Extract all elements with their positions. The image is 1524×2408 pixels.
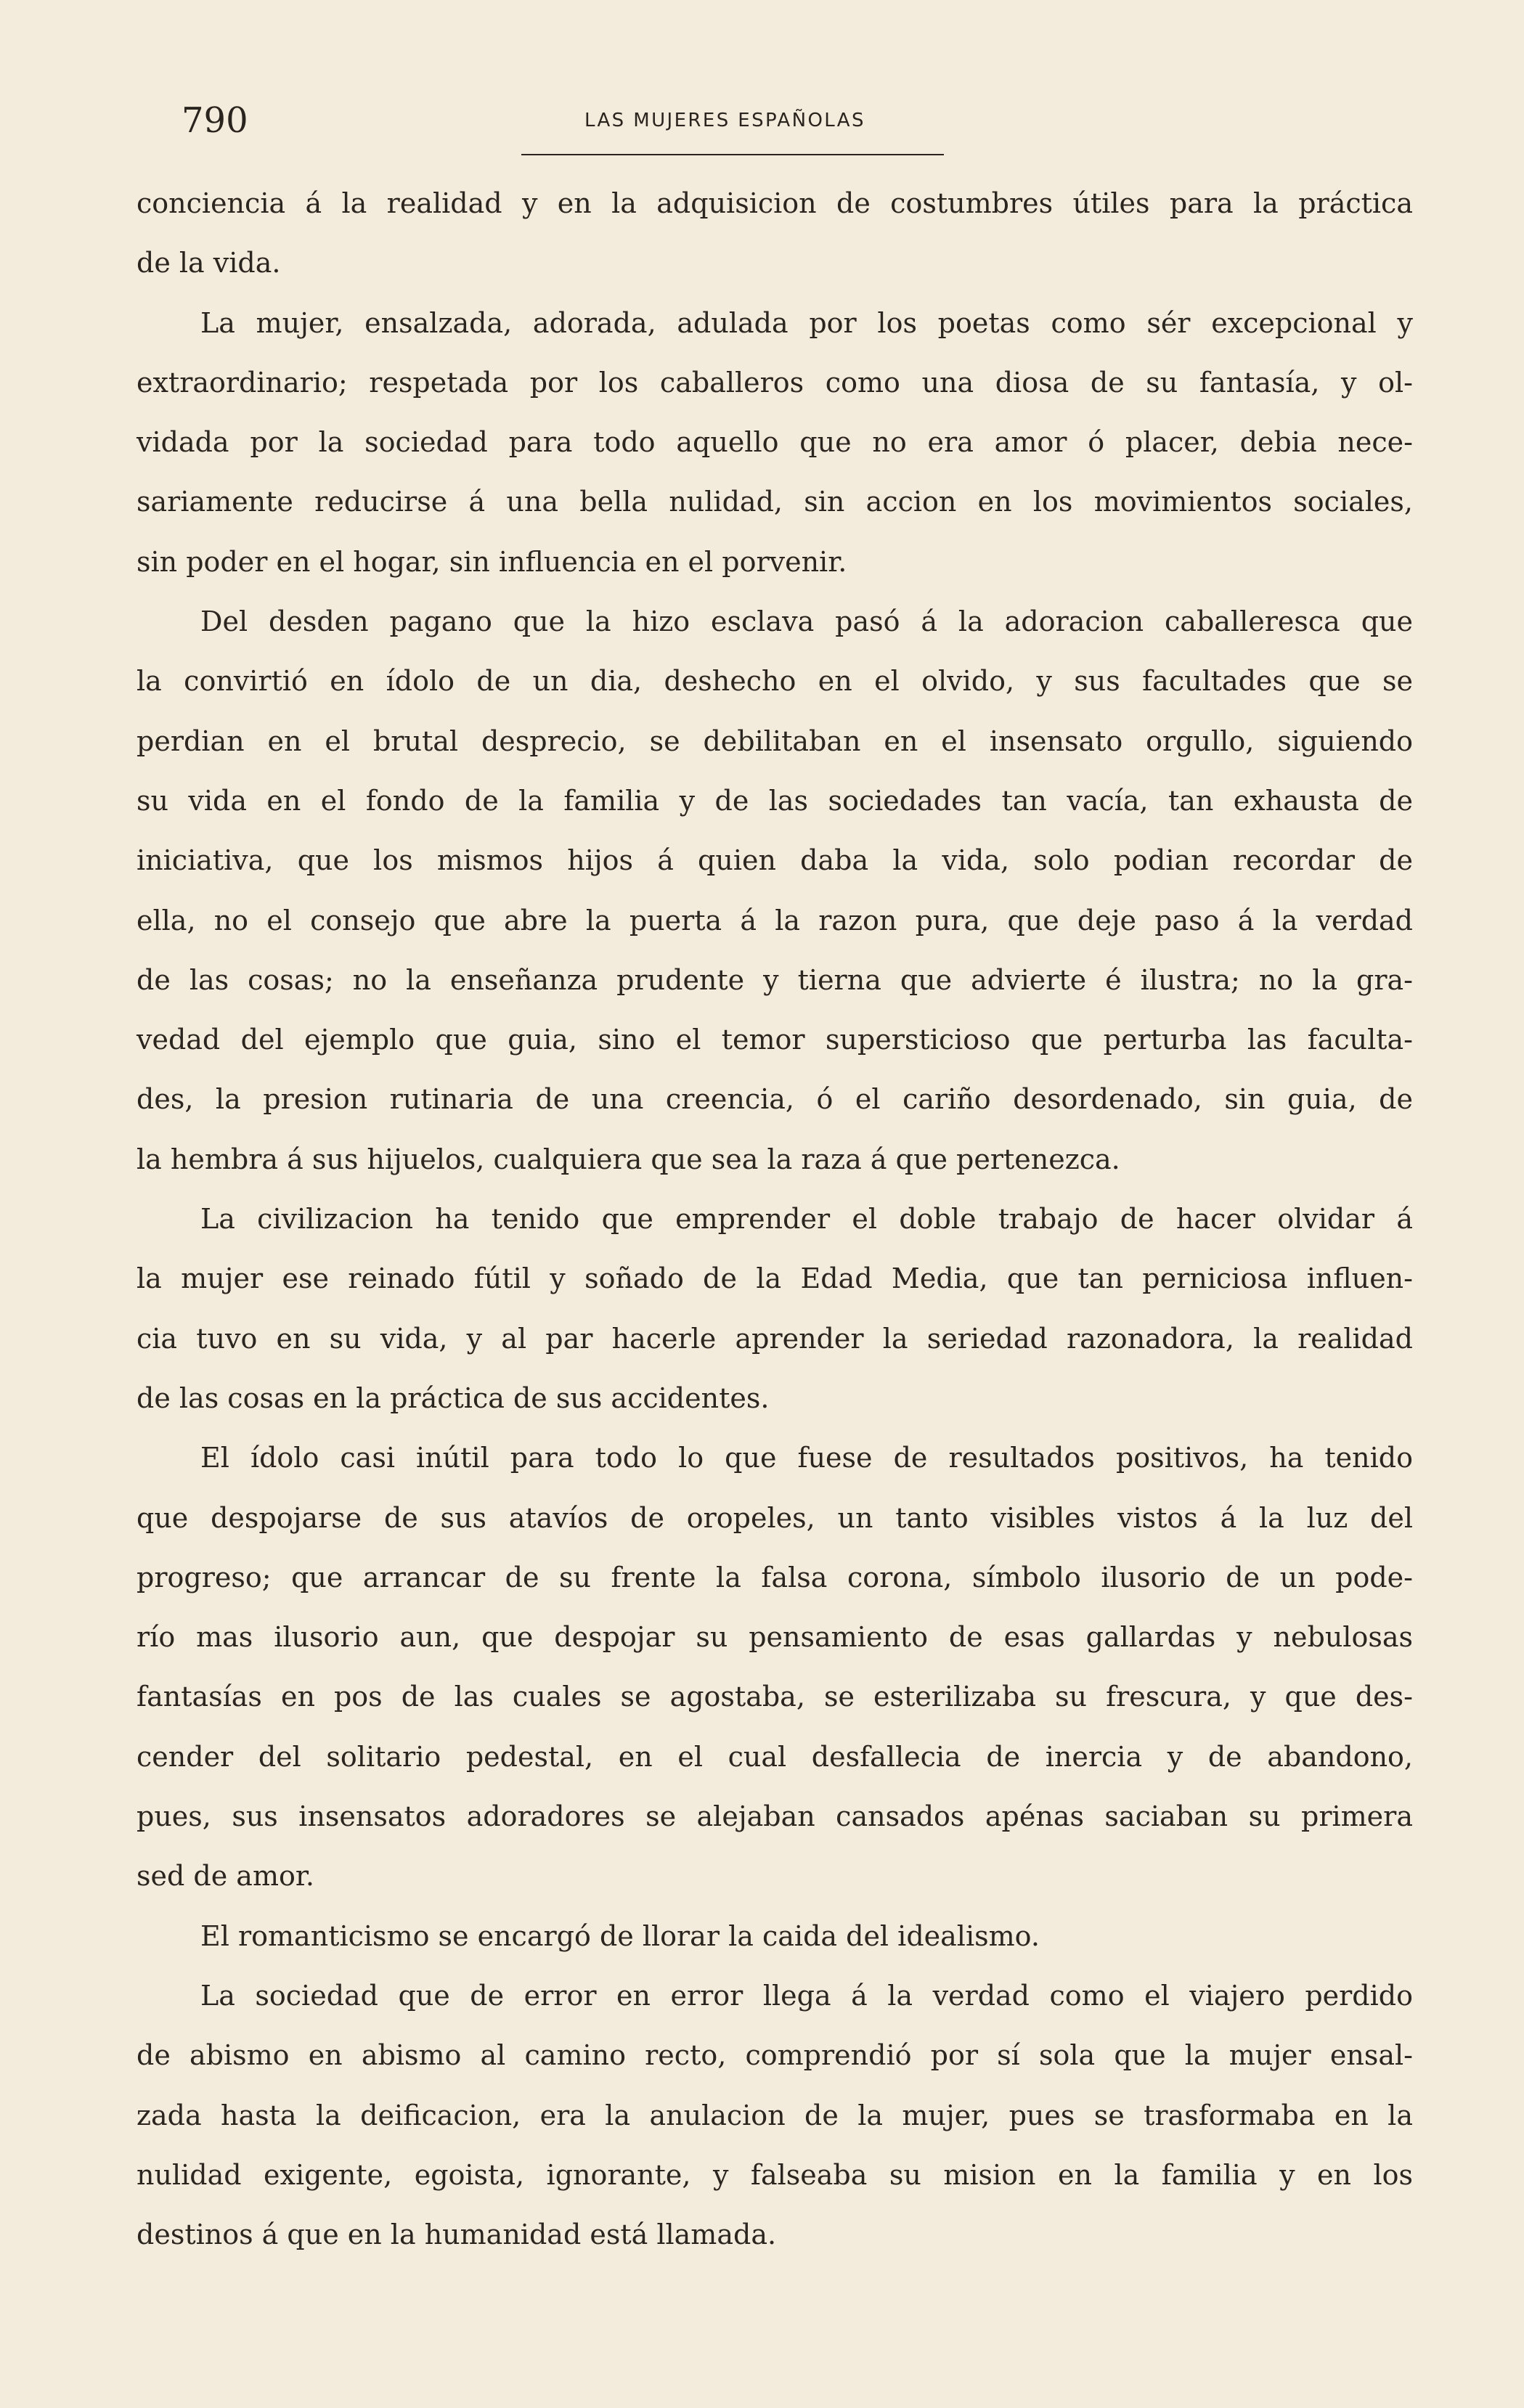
text-line: fantasías en pos de las cuales se agostaba, se esterilizaba su frescura, y que des- <box>136 1681 1413 1713</box>
text-line: cia tuvo en su vida, y al par hacerle aprender la seriedad razonadora, la realidad <box>136 1322 1413 1355</box>
page-header <box>182 99 1016 157</box>
text-line: de las cosas; no la enseñanza prudente y tierna que advierte é ilustra; no la gra- <box>136 963 1413 996</box>
text-line: río mas ilusorio aun, que despojar su pensamiento de esas gallardas y nebulosas <box>136 1621 1413 1654</box>
text-line: Del desden pagano que la hizo esclava pasó á la adoracion caballeresca que <box>200 605 1413 638</box>
text-line: ella, no el consejo que abre la puerta á la razon pura, que deje paso á la verdad <box>136 904 1413 936</box>
text-line: La sociedad que de error en error llega á la verdad como el viajero perdido <box>200 1979 1413 2012</box>
text-line: de la vida. <box>136 247 281 279</box>
text-line: la hembra á sus hijuelos, cualquiera que sea la raza á que pertenezca. <box>136 1143 1120 1175</box>
text-line: El ídolo casi inútil para todo lo que fuese de resultados positivos, ha tenido <box>200 1442 1413 1474</box>
text-line: destinos á que en la humanidad está llamada. <box>136 2219 777 2251</box>
header-rule <box>521 154 944 155</box>
text-line: des, la presion rutinaria de una creencia, ó el cariño desordenado, sin guia, de <box>136 1083 1413 1116</box>
text-line: que despojarse de sus atavíos de oropeles, un tanto visibles vistos á la luz del <box>136 1501 1413 1534</box>
text-line: de las cosas en la práctica de sus accidentes. <box>136 1381 770 1414</box>
text-line: extraordinario; respetada por los caballeros como una diosa de su fantasía, y ol- <box>136 366 1413 399</box>
text-line: cender del solitario pedestal, en el cual desfallecia de inercia y de abandono, <box>136 1740 1413 1773</box>
text-line: sed de amor. <box>136 1860 314 1893</box>
text-line: la convirtió en ídolo de un dia, deshecho en el olvido, y sus facultades que se <box>136 665 1413 698</box>
text-line: El romanticismo se encargó de llorar la caida del idealismo. <box>200 1919 1040 1952</box>
text-line: sariamente reducirse á una bella nulidad, sin accion en los movimientos sociales, <box>136 486 1413 518</box>
text-line: de abismo en abismo al camino recto, comprendió por sí sola que la mujer ensal- <box>136 2039 1413 2072</box>
text-line: pues, sus insensatos adoradores se alejaban cansados apénas saciaban su primera <box>136 1800 1413 1833</box>
body-text <box>136 185 1413 2276</box>
text-line: nulidad exigente, egoista, ignorante, y falseaba su mision en la familia y en los <box>136 2158 1413 2191</box>
text-line: perdian en el brutal desprecio, se debilitaban en el insensato orgullo, siguiendo <box>136 725 1413 757</box>
text-line: sin poder en el hogar, sin influencia en el porvenir. <box>136 545 847 578</box>
text-line: la mujer ese reinado fútil y soñado de la Edad Media, que tan perniciosa influen- <box>136 1262 1413 1295</box>
text-line: su vida en el fondo de la familia y de las sociedades tan vacía, tan exhausta de <box>136 784 1413 817</box>
text-line: La mujer, ensalzada, adorada, adulada por los poetas como sér excepcional y <box>200 306 1413 339</box>
text-line: conciencia á la realidad y en la adquisicion de costumbres útiles para la práctica <box>136 187 1413 219</box>
text-line: iniciativa, que los mismos hijos á quien daba la vida, solo podian recordar de <box>136 844 1413 877</box>
text-line: La civilizacion ha tenido que emprender el doble trabajo de hacer olvidar á <box>200 1203 1413 1236</box>
text-line: vidada por la sociedad para todo aquello que no era amor ó placer, debia nece- <box>136 426 1413 459</box>
text-line: zada hasta la deificacion, era la anulacion de la mujer, pues se trasformaba en la <box>136 2099 1413 2131</box>
running-title: LAS MUJERES ESPAÑOLAS <box>584 110 865 131</box>
page-number: 790 <box>182 100 248 141</box>
text-line: progreso; que arrancar de su frente la falsa corona, símbolo ilusorio de un pode- <box>136 1561 1413 1593</box>
text-line: vedad del ejemplo que guia, sino el temor supersticioso que perturba las faculta- <box>136 1024 1413 1056</box>
